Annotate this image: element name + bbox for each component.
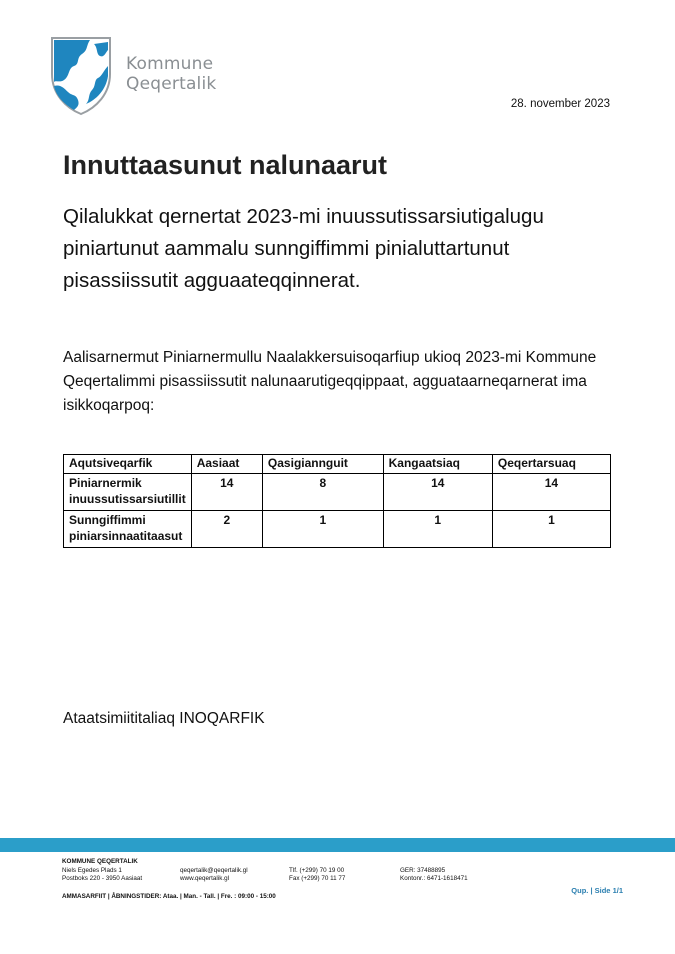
footer-email-link[interactable]: qeqertalik@qeqertalik.gl xyxy=(180,866,248,874)
column-header: Qasigiannguit xyxy=(262,455,383,474)
table-cell: 2 xyxy=(191,511,262,548)
table-cell: 14 xyxy=(492,474,610,511)
table-cell: 1 xyxy=(492,511,610,548)
table-header-row xyxy=(64,455,611,474)
footer-phone-block xyxy=(289,867,345,884)
column-header: Kangaatsiaq xyxy=(383,455,492,474)
footer-address-line: Postboks 220 - 3950 Aasiaat xyxy=(62,875,143,883)
row-label: Piniarnermik inuussutissarsiutillit xyxy=(64,474,192,511)
table-cell: 1 xyxy=(262,511,383,548)
table-cell: 1 xyxy=(383,511,492,548)
footer-web-link[interactable]: www.qeqertalik.gl xyxy=(180,875,229,883)
column-header: Qeqertarsuaq xyxy=(492,455,610,474)
document-subtitle: Qilalukkat qernertat 2023-mi inuussutissarsiutigalugu piniartunut aammalu sunngiffimmi pinialuttartunut pisassiissutit agguaateqqinnerat. xyxy=(63,205,544,292)
column-header: Aasiaat xyxy=(191,455,262,474)
footer-phone: Tlf. (+299) 70 19 00 xyxy=(289,866,345,874)
intro-paragraph: Aalisarnermut Piniarnermullu Naalakkersuisoqarfiup ukioq 2023-mi Kommune Qeqertalimmi pisassiissutit nalunaarutigeqqippaat, agguataarneqarnerat ima isikkoqarpoq: xyxy=(63,349,597,414)
footer-account-block xyxy=(400,867,468,884)
page-number: Qup. | Side 1/1 xyxy=(571,886,623,895)
quota-table xyxy=(63,454,611,548)
footer-address-line: Niels Egedes Plads 1 xyxy=(62,866,122,874)
signature-line: Ataatsimiititaliaq INOQARFIK xyxy=(63,710,265,727)
footer-org-name: KOMMUNE QEQERTALIK xyxy=(62,858,138,865)
shield-emblem-icon xyxy=(50,36,112,116)
document-date: 28. november 2023 xyxy=(510,98,610,110)
logo-wordmark xyxy=(126,54,216,94)
page-title: Innuttaasunut nalunaarut xyxy=(63,150,387,180)
logo-line-1: Kommune xyxy=(126,54,214,74)
footer-fax: Fax (+299) 70 11 77 xyxy=(289,875,346,883)
footer-account-number: Kontonr.: 6471-1618471 xyxy=(400,875,468,883)
municipality-logo xyxy=(50,36,112,116)
footer-accent-bar xyxy=(0,838,675,852)
table-row xyxy=(64,474,611,511)
row-label: Sunngiffimmi piniarsinnaatitaasut xyxy=(64,511,192,548)
table-cell: 14 xyxy=(383,474,492,511)
footer-contact-block xyxy=(180,867,248,884)
table-row xyxy=(64,511,611,548)
footer-ger: GER: 37488895 xyxy=(400,866,446,874)
footer-address-block xyxy=(62,858,142,884)
logo-line-2: Qeqertalik xyxy=(126,74,217,94)
column-header: Aqutsiveqarfik xyxy=(64,455,192,474)
table-cell: 14 xyxy=(191,474,262,511)
table-cell: 8 xyxy=(262,474,383,511)
footer-opening-hours: AMMASARFIIT | ÅBNINGSTIDER: Ataa. | Man. - Tall. | Fre. : 09:00 - 15:00 xyxy=(62,893,276,900)
